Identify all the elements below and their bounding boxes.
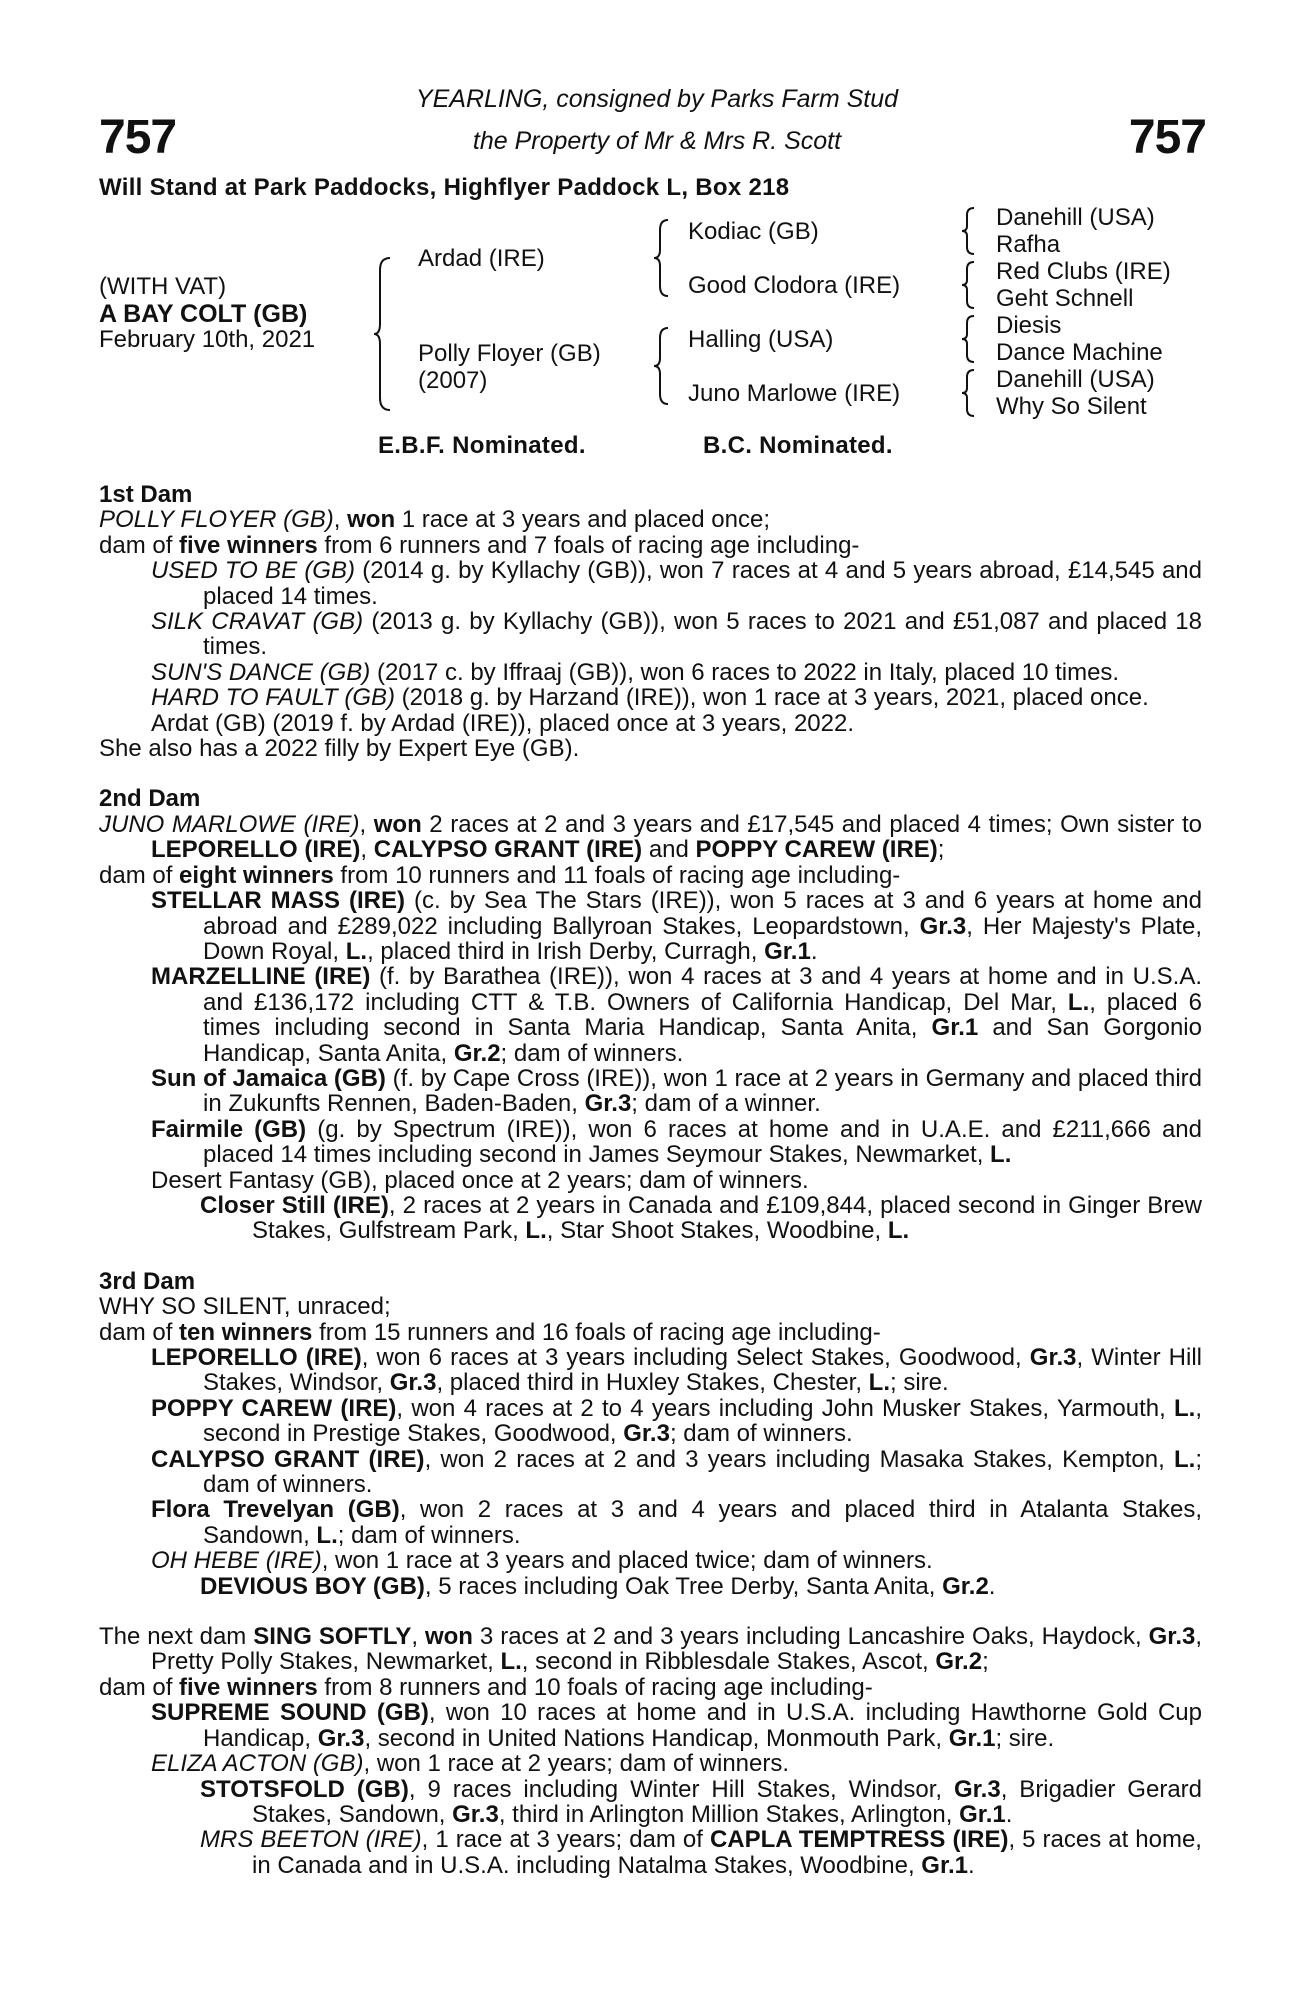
- dam-year: (2007): [418, 367, 488, 394]
- consignment-line-2: the Property of Mr & Mrs R. Scott: [472, 127, 842, 155]
- dam: Polly Floyer (GB): [418, 340, 601, 367]
- g3-ancestor-6: Dance Machine: [996, 339, 1163, 366]
- pedigree-brace-g3-1: [960, 206, 978, 256]
- third-dam-foal-3: CALYPSO GRANT (IRE), won 2 races at 2 and 3 years including Masaka Stakes, Kempton, L.; dam of winners.: [151, 1445, 1203, 1499]
- first-dam-produce-summary: dam of five winners from 6 runners and 7 foals of racing age including-: [99, 531, 860, 559]
- next-dam-grandfoal-2: MRS BEETON (IRE), 1 race at 3 years; dam of CAPLA TEMPTRESS (IRE), 5 races at home, in Canada and in U.S.A. including Natalma Stakes, Woodbine, Gr.1.: [200, 1826, 1202, 1879]
- first-dam-heading: 1st Dam: [99, 481, 193, 508]
- pedigree-brace-main: [372, 256, 394, 412]
- consignment-line-1: YEARLING, consigned by Parks Farm Stud: [415, 85, 899, 113]
- third-dam-foal-2: POPPY CAREW (IRE), won 4 races at 2 to 4 years including John Musker Stakes, Yarmouth, L., second in Prestige Stakes, Goodwood, Gr.3; dam of winners.: [151, 1394, 1202, 1448]
- pedigree-brace-g3-2: [960, 260, 978, 310]
- third-dam-foal-5: OH HEBE (IRE), won 1 race at 3 years and placed twice; dam of winners.: [151, 1547, 933, 1575]
- third-dam-heading: 3rd Dam: [99, 1267, 196, 1295]
- first-dam-note: She also has a 2022 filly by Expert Eye (GB).: [99, 735, 580, 763]
- lot-number-left: 757: [99, 111, 177, 164]
- third-dam-record: WHY SO SILENT, unraced;: [99, 1293, 391, 1321]
- sire-dam: Good Clodora (IRE): [688, 272, 901, 299]
- next-dam-grandfoal-1: STOTSFOLD (GB), 9 races including Winter Hill Stakes, Windsor, Gr.3, Brigadier Gerard Stakes, Sandown, Gr.3, third in Arlington Million Stakes, Arlington, Gr.1.: [200, 1775, 1203, 1828]
- second-dam-foal-4: Fairmile (GB) (g. by Spectrum (IRE)), won 6 races at home and in U.A.E. and £211,666 and placed 14 times including second in James Seymour Stakes, Newmarket, L.: [151, 1115, 1202, 1169]
- first-dam-foal-5: Ardat (GB) (2019 f. by Ardad (IRE)), placed once at 3 years, 2022.: [151, 709, 855, 737]
- first-dam-foal-2: SILK CRAVAT (GB) (2013 g. by Kyllachy (GB)), won 5 races to 2021 and £51,087 and placed 18 times.: [151, 608, 1202, 661]
- g3-ancestor-7: Danehill (USA): [996, 366, 1155, 393]
- pedigree-brace-g3-3: [960, 314, 978, 364]
- next-dam-record: The next dam SING SOFTLY, won 3 races at 2 and 3 years including Lancashire Oaks, Haydock, Gr.3, Pretty Polly Stakes, Newmarket, L., second in Ribblesdale Stakes, Ascot, Gr.2;: [99, 1623, 1203, 1676]
- lot-number-right: 757: [1128, 111, 1206, 164]
- pedigree-brace-sire: [652, 218, 672, 298]
- next-dam-foal-2: ELIZA ACTON (GB), won 1 race at 2 years; dam of winners.: [151, 1750, 790, 1778]
- stand-location: Will Stand at Park Paddocks, Highflyer Paddock L, Box 218: [99, 174, 790, 201]
- first-dam-foal-3: SUN'S DANCE (GB) (2017 c. by Iffraaj (GB)), won 6 races to 2022 in Italy, placed 10 times.: [151, 658, 1120, 686]
- g3-ancestor-3: Red Clubs (IRE): [996, 258, 1171, 285]
- second-dam-foal-1: STELLAR MASS (IRE) (c. by Sea The Stars (IRE)), won 5 races at 3 and 6 years at home and abroad and £289,022 including Ballyroan Stakes, Leopardstown, Gr.3, Her Majesty's Plate, Down Royal, L., placed third in Irish Derby, Curragh, Gr.1.: [151, 887, 1203, 965]
- third-dam-grandfoal-1: DEVIOUS BOY (GB), 5 races including Oak Tree Derby, Santa Anita, Gr.2.: [200, 1572, 996, 1600]
- dam-sire: Halling (USA): [688, 326, 834, 353]
- horse-description: A BAY COLT (GB): [99, 300, 308, 328]
- next-dam-produce-summary: dam of five winners from 8 runners and 10 foals of racing age including-: [99, 1673, 873, 1701]
- dam-dam: Juno Marlowe (IRE): [688, 380, 901, 407]
- second-dam-record: JUNO MARLOWE (IRE), won 2 races at 2 and 3 years and £17,545 and placed 4 times; Own sister to LEPORELLO (IRE), CALYPSO GRANT (IRE) and POPPY CAREW (IRE);: [99, 810, 1202, 864]
- g3-ancestor-2: Rafha: [996, 231, 1061, 258]
- second-dam-heading: 2nd Dam: [99, 785, 201, 813]
- g3-ancestor-5: Diesis: [996, 312, 1062, 339]
- second-dam-foal-3: Sun of Jamaica (GB) (f. by Cape Cross (IRE)), won 1 race at 2 years in Germany and placed third in Zukunfts Rennen, Baden-Baden, Gr.3; dam of a winner.: [151, 1064, 1202, 1118]
- produce-record: [99, 482, 1202, 1878]
- third-dam-foal-1: LEPORELLO (IRE), won 6 races at 3 years including Select Stakes, Goodwood, Gr.3, Winter Hill Stakes, Windsor, Gr.3, placed third in Huxley Stakes, Chester, L.; sire.: [151, 1344, 1203, 1397]
- bc-nomination: B.C. Nominated.: [703, 432, 893, 459]
- first-dam-record: POLLY FLOYER (GB), won 1 race at 3 years and placed once;: [99, 506, 771, 534]
- second-dam-produce-summary: dam of eight winners from 10 runners and 11 foals of racing age including-: [99, 861, 901, 889]
- sire-sire: Kodiac (GB): [688, 218, 819, 245]
- pedigree-brace-dam: [652, 326, 672, 406]
- g3-ancestor-1: Danehill (USA): [996, 204, 1155, 231]
- second-dam-foal-2: MARZELLINE (IRE) (f. by Barathea (IRE)), won 4 races at 3 and 4 years at home and in U.S.A. and £136,172 including CTT & T.B. Owners of California Handicap, Del Mar, L., placed 6 times including second in Santa Maria Handicap, Santa Anita, Gr.1 and San Gorgonio Handicap, Santa Anita, Gr.2; dam of winners.: [151, 963, 1203, 1067]
- g3-ancestor-8: Why So Silent: [996, 393, 1147, 420]
- first-dam-foal-1: USED TO BE (GB) (2014 g. by Kyllachy (GB)), won 7 races at 4 and 5 years abroad, £14,545 and placed 14 times.: [151, 557, 1202, 610]
- pedigree-brace-g3-4: [960, 368, 978, 418]
- vat-note: (WITH VAT): [99, 273, 227, 300]
- foaling-date: February 10th, 2021: [99, 326, 316, 353]
- third-dam-produce-summary: dam of ten winners from 15 runners and 16 foals of racing age including-: [99, 1318, 881, 1346]
- g3-ancestor-4: Geht Schnell: [996, 285, 1134, 312]
- second-dam-grandfoal-1: Closer Still (IRE), 2 races at 2 years in Canada and £109,844, placed second in Ginger Brew Stakes, Gulfstream Park, L., Star Shoot Stakes, Woodbine, L.: [200, 1191, 1202, 1245]
- next-dam-foal-1: SUPREME SOUND (GB), won 10 races at home and in U.S.A. including Hawthorne Gold Cup Handicap, Gr.3, second in United Nations Handicap, Monmouth Park, Gr.1; sire.: [151, 1699, 1202, 1752]
- first-dam-foal-4: HARD TO FAULT (GB) (2018 g. by Harzand (IRE)), won 1 race at 3 years, 2021, placed once.: [151, 684, 1149, 712]
- sire: Ardad (IRE): [418, 245, 545, 272]
- third-dam-foal-4: Flora Trevelyan (GB), won 2 races at 3 and 4 years and placed third in Atalanta Stakes, Sandown, L.; dam of winners.: [151, 1496, 1202, 1549]
- second-dam-foal-5: Desert Fantasy (GB), placed once at 2 years; dam of winners.: [151, 1166, 809, 1194]
- ebf-nomination: E.B.F. Nominated.: [378, 432, 586, 459]
